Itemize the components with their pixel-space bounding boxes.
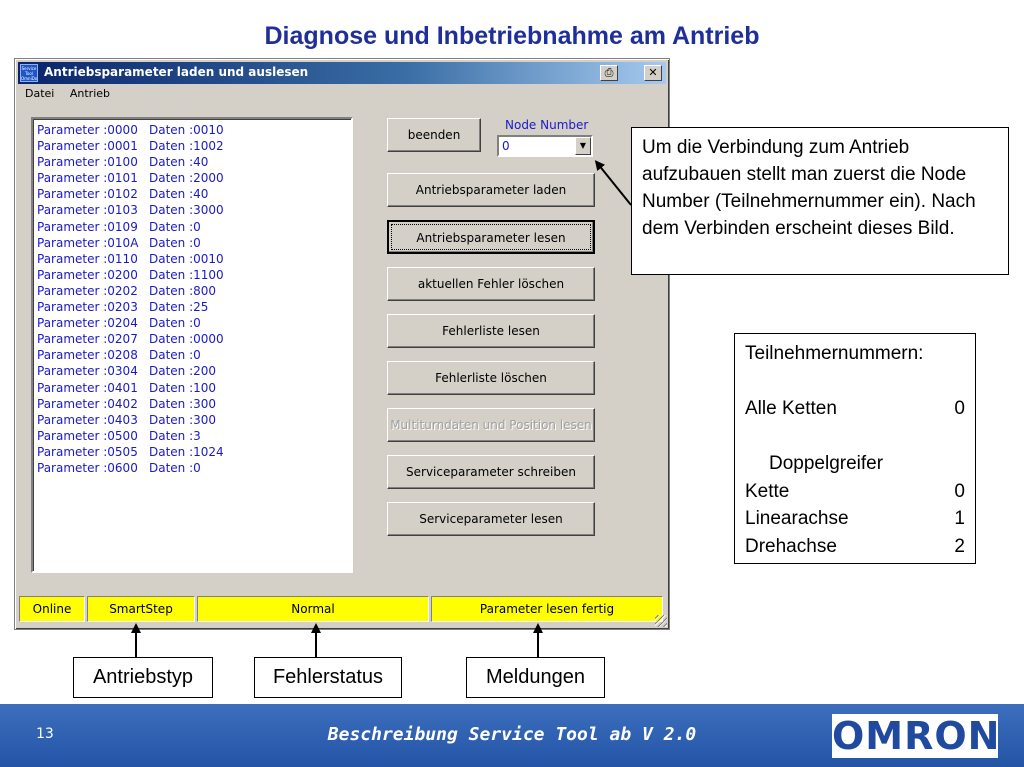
parameter-data: Daten :0 bbox=[149, 460, 201, 475]
window-titlebar[interactable] bbox=[18, 62, 666, 84]
multiturn-button[interactable]: Multiturndaten und Position lesen bbox=[387, 408, 595, 442]
clear-errorlist-button[interactable]: Fehlerliste löschen bbox=[387, 361, 595, 395]
parameter-id: Parameter :0001 bbox=[37, 139, 138, 154]
node-row-label: Kette bbox=[745, 480, 790, 502]
statusbar bbox=[19, 596, 663, 622]
parameter-data: Daten :0 bbox=[149, 316, 201, 331]
node-row-label: Drehachse bbox=[745, 535, 837, 557]
parameter-data: Daten :40 bbox=[149, 187, 209, 202]
parameter-id: Parameter :0207 bbox=[37, 332, 138, 347]
status-error: Normal bbox=[197, 596, 429, 622]
status-message: Parameter lesen fertig bbox=[431, 596, 663, 622]
node-number-label: Node Number bbox=[505, 118, 589, 132]
node-row-value: 0 bbox=[954, 480, 965, 502]
list-item[interactable] bbox=[37, 219, 351, 235]
read-service-button[interactable]: Serviceparameter lesen bbox=[387, 502, 595, 536]
connection-callout: Um die Verbindung zum Antrieb aufzubauen stellt man zuerst die Node Number (Teilnehmernummer ein). Nach dem Verbinden erscheint dieses Bild. bbox=[631, 127, 1009, 275]
load-parameters-button[interactable]: Antriebsparameter laden bbox=[387, 173, 595, 207]
parameter-id: Parameter :0402 bbox=[37, 396, 138, 411]
label-messages: Meldungen bbox=[466, 657, 605, 698]
parameter-data: Daten :25 bbox=[149, 300, 209, 315]
slide-footer bbox=[0, 704, 1024, 767]
parameter-data: Daten :1002 bbox=[149, 139, 224, 154]
list-item[interactable] bbox=[37, 186, 351, 202]
node-number-select[interactable] bbox=[497, 135, 593, 157]
parameter-id: Parameter :0204 bbox=[37, 316, 138, 331]
parameter-data: Daten :3000 bbox=[149, 203, 224, 218]
node-row-all bbox=[745, 395, 965, 423]
list-item[interactable] bbox=[37, 122, 351, 138]
parameter-window bbox=[14, 58, 670, 630]
parameter-id: Parameter :0403 bbox=[37, 412, 138, 427]
parameter-id: Parameter :0505 bbox=[37, 444, 138, 459]
parameter-id: Parameter :0203 bbox=[37, 300, 138, 315]
list-item[interactable] bbox=[37, 138, 351, 154]
list-item[interactable] bbox=[37, 331, 351, 347]
list-item[interactable] bbox=[37, 315, 351, 331]
parameter-id: Parameter :0110 bbox=[37, 251, 138, 266]
node-number-value: 0 bbox=[502, 139, 510, 153]
beenden-button[interactable]: beenden bbox=[387, 118, 481, 152]
node-row-label: Alle Ketten bbox=[745, 398, 837, 419]
list-item[interactable] bbox=[37, 299, 351, 315]
parameter-data: Daten :0000 bbox=[149, 332, 224, 347]
parameter-id: Parameter :0109 bbox=[37, 219, 138, 234]
footer-text: Beschreibung Service Tool ab V 2.0 bbox=[327, 724, 697, 745]
node-row-value: 2 bbox=[954, 535, 965, 557]
parameter-data: Daten :300 bbox=[149, 412, 217, 427]
node-row-kette bbox=[745, 478, 965, 506]
node-row-linearachse bbox=[745, 505, 965, 533]
list-item[interactable] bbox=[37, 347, 351, 363]
list-item[interactable] bbox=[37, 235, 351, 251]
parameter-data: Daten :1024 bbox=[149, 444, 224, 459]
parameter-id: Parameter :0102 bbox=[37, 187, 138, 202]
node-group-title: Doppelgreifer bbox=[769, 453, 884, 474]
read-errorlist-button[interactable]: Fehlerliste lesen bbox=[387, 314, 595, 348]
close-icon[interactable]: ✕ bbox=[644, 65, 662, 81]
list-item[interactable] bbox=[37, 251, 351, 267]
parameter-data: Daten :200 bbox=[149, 364, 217, 379]
parameter-data: Daten :2000 bbox=[149, 171, 224, 186]
list-item[interactable] bbox=[37, 267, 351, 283]
parameter-list[interactable] bbox=[31, 117, 353, 573]
parameter-id: Parameter :0202 bbox=[37, 283, 138, 298]
menubar bbox=[25, 87, 122, 105]
list-item[interactable] bbox=[37, 154, 351, 170]
parameter-id: Parameter :0000 bbox=[37, 123, 138, 137]
node-row-drehachse bbox=[745, 533, 965, 561]
page-number: 13 bbox=[36, 726, 54, 742]
list-item[interactable] bbox=[37, 428, 351, 444]
parameter-data: Daten :0 bbox=[149, 348, 201, 363]
window-title: Antriebsparameter laden und auslesen bbox=[44, 65, 309, 79]
list-item[interactable] bbox=[37, 363, 351, 379]
parameter-data: Daten :40 bbox=[149, 155, 209, 170]
list-item[interactable] bbox=[37, 202, 351, 218]
parameter-id: Parameter :0500 bbox=[37, 428, 138, 443]
read-parameters-button[interactable]: Antriebsparameter lesen bbox=[387, 220, 595, 254]
status-online: Online bbox=[19, 596, 85, 622]
parameter-data: Daten :3 bbox=[149, 428, 201, 443]
app-icon: Service Tool OmniDo bbox=[21, 66, 38, 81]
list-item[interactable] bbox=[37, 396, 351, 412]
label-error-status: Fehlerstatus bbox=[254, 657, 402, 698]
status-drive-type: SmartStep bbox=[87, 596, 195, 622]
parameter-id: Parameter :0100 bbox=[37, 155, 138, 170]
node-numbers-title: Teilnehmernummern: bbox=[745, 343, 924, 364]
list-item[interactable] bbox=[37, 460, 351, 476]
parameter-data: Daten :300 bbox=[149, 396, 217, 411]
list-item[interactable] bbox=[37, 412, 351, 428]
slide-title: Diagnose und Inbetriebnahme am Antrieb bbox=[264, 22, 760, 50]
parameter-data: Daten :0010 bbox=[149, 123, 224, 137]
list-item[interactable] bbox=[37, 283, 351, 299]
list-item[interactable] bbox=[37, 170, 351, 186]
parameter-id: Parameter :0600 bbox=[37, 460, 138, 475]
menu-antrieb[interactable]: Antrieb bbox=[69, 87, 110, 100]
chevron-down-icon[interactable]: ▼ bbox=[575, 137, 591, 155]
parameter-id: Parameter :0401 bbox=[37, 380, 138, 395]
label-drive-type: Antriebstyp bbox=[73, 657, 213, 698]
parameter-data: Daten :0 bbox=[149, 219, 201, 234]
node-row-label: Linearachse bbox=[745, 508, 849, 529]
node-row-value: 0 bbox=[954, 398, 965, 419]
parameter-id: Parameter :0103 bbox=[37, 203, 138, 218]
parameter-id: Parameter :0208 bbox=[37, 348, 138, 363]
parameter-data: Daten :100 bbox=[149, 380, 217, 395]
parameter-data: Daten :0010 bbox=[149, 251, 224, 266]
omron-logo: OMRON bbox=[832, 714, 1001, 758]
parameter-id: Parameter :0200 bbox=[37, 267, 138, 282]
parameter-id: Parameter :010A bbox=[37, 235, 139, 250]
write-service-button[interactable]: Serviceparameter schreiben bbox=[387, 455, 595, 489]
node-numbers-box bbox=[734, 333, 976, 564]
parameter-id: Parameter :0304 bbox=[37, 364, 138, 379]
parameter-data: Daten :0 bbox=[149, 235, 201, 250]
parameter-id: Parameter :0101 bbox=[37, 171, 138, 186]
list-item[interactable] bbox=[37, 444, 351, 460]
resize-grip-icon[interactable] bbox=[655, 615, 667, 627]
clear-error-button[interactable]: aktuellen Fehler löschen bbox=[387, 267, 595, 301]
menu-datei[interactable]: Datei bbox=[25, 87, 55, 100]
parameter-data: Daten :1100 bbox=[149, 267, 224, 282]
list-item[interactable] bbox=[37, 380, 351, 396]
node-row-value: 1 bbox=[954, 508, 965, 529]
parameter-data: Daten :800 bbox=[149, 283, 217, 298]
print-icon[interactable]: ⎙ bbox=[600, 65, 618, 81]
